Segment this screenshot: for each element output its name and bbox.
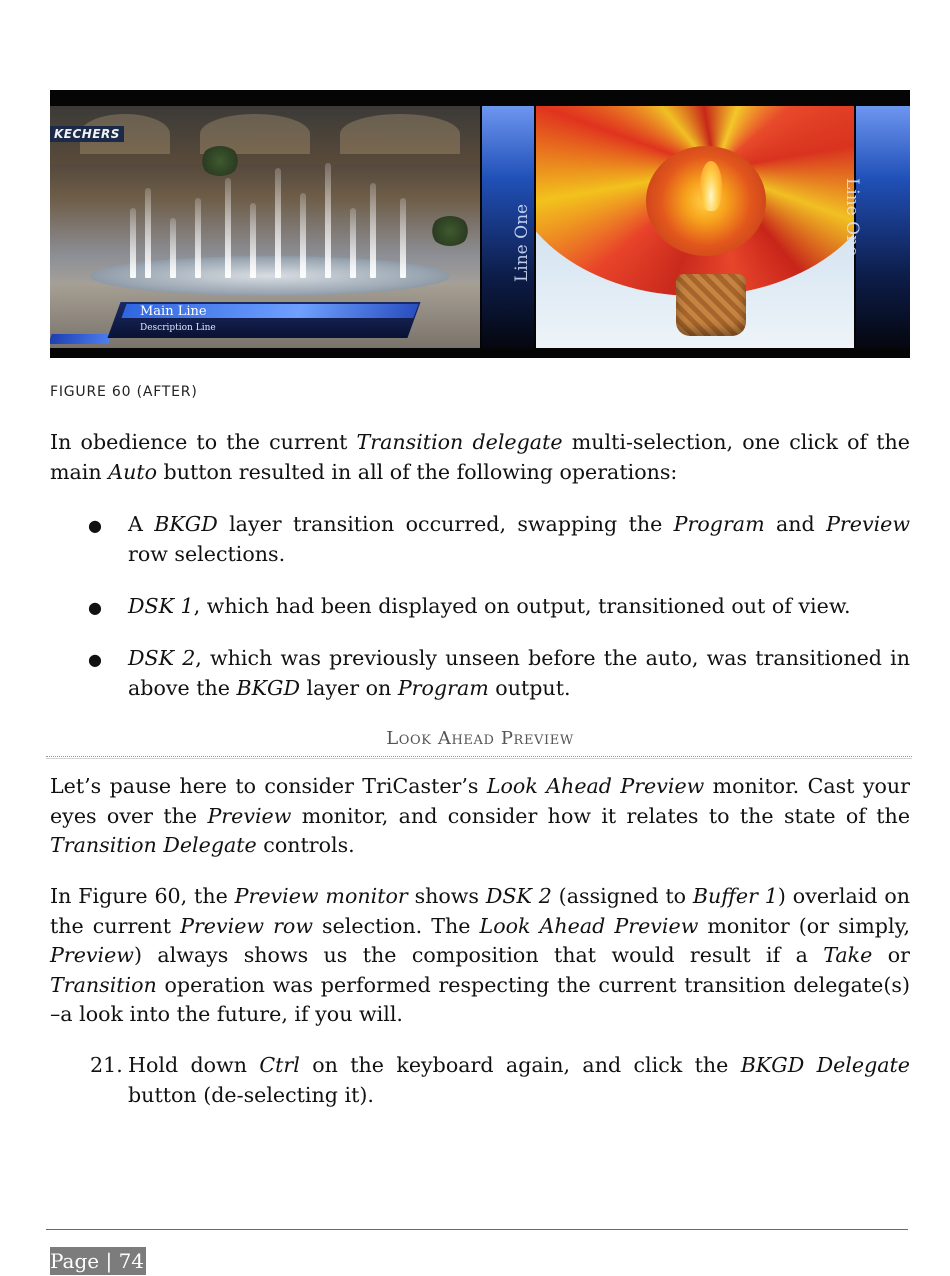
page-number-badge: Page | 74 — [50, 1249, 145, 1273]
fountain-jet — [250, 203, 256, 278]
lower-third-main-line: Main Line — [140, 304, 207, 319]
fountain-jet — [195, 198, 201, 278]
footer-divider — [46, 1229, 908, 1230]
fountain-pool — [90, 256, 450, 296]
vertical-label-right: Line One — [842, 178, 862, 257]
balloon-scene — [536, 106, 854, 348]
fountain-jet — [400, 198, 406, 278]
lower-third-description-line: Description Line — [140, 323, 216, 333]
fountain-jet — [145, 188, 151, 278]
step-number: 21. — [90, 1053, 123, 1077]
vertical-label-left: Line One — [512, 203, 532, 282]
fountain-jet — [225, 178, 231, 278]
heading-divider — [46, 756, 912, 757]
balloon-basket — [676, 274, 746, 336]
balloon-flame — [700, 161, 722, 211]
figure-frame — [50, 106, 910, 348]
fountain-jet — [300, 193, 306, 278]
figure-caption: FIGURE 60 (AFTER) — [50, 384, 198, 400]
fountain-jet — [130, 208, 136, 278]
step-item: Hold down Ctrl on the keyboard again, and click the BKGD Delegate button (de-selecting it). — [128, 1053, 910, 1107]
mall-arch — [340, 114, 460, 154]
look-ahead-paragraph: Let’s pause here to consider TriCaster’s Look Ahead Preview monitor. Cast your eyes over the Preview monitor, and consider how it relates to the state of the Transition Delegate controls. — [50, 774, 911, 857]
preview-paragraph: In Figure 60, the Preview monitor shows DSK 2 (assigned to Buffer 1) overlaid on the current Preview row selection. The Look Ahead Preview monitor (or simply, Preview) always shows us the composition that would result if a Take or Transition operation was performed respecting the current transition delegate(s) –a look into the future, if you will. — [50, 884, 911, 1026]
bullet-item: DSK 1, which had been displayed on output, transitioned out of view. — [128, 594, 851, 618]
figure-60-image — [50, 90, 910, 358]
fountain-jet — [370, 183, 376, 278]
fountain-jet — [275, 168, 281, 278]
palm-tree — [200, 146, 240, 176]
intro-paragraph: In obedience to the current Transition delegate multi-selection, one click of the main Auto button resulted in all of the following operations: — [50, 430, 910, 484]
palm-tree — [430, 216, 470, 246]
bullet-marker: ● — [88, 650, 102, 669]
section-heading: Look Ahead Preview — [386, 728, 574, 749]
store-sign: KECHERS — [50, 126, 124, 142]
fountain-jet — [350, 208, 356, 278]
fountain-jet — [325, 163, 331, 278]
fountain-jet — [170, 218, 176, 278]
bullet-item: DSK 2, which was previously unseen before the auto, was transitioned in above the BKGD layer on Program output. — [128, 646, 910, 700]
bullet-marker: ● — [88, 516, 102, 535]
fountain-scene — [50, 106, 480, 348]
lower-third-stripe — [50, 334, 112, 344]
blue-pillar-right — [856, 106, 910, 348]
heading-divider — [46, 758, 912, 759]
bullet-item: A BKGD layer transition occurred, swapping the Program and Preview row selections. — [128, 512, 910, 566]
bullet-marker: ● — [88, 598, 102, 617]
